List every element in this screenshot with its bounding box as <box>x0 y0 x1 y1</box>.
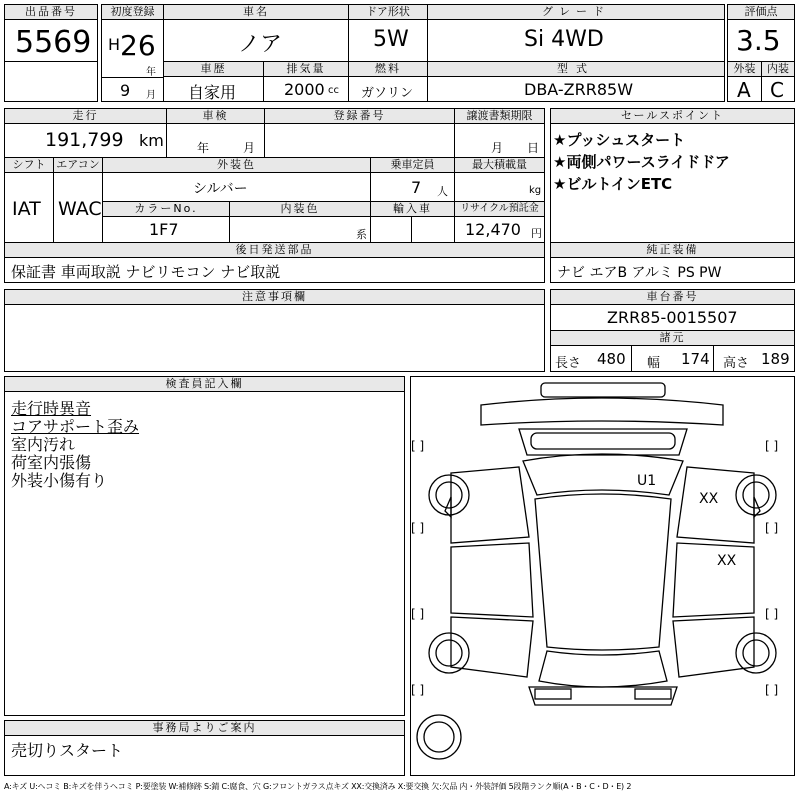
fuel-value: ガソリン <box>361 86 414 101</box>
legend-text: A:キズ U:ヘコミ B:キズを伴うヘコミ P:要塗装 W:補修跡 S:錆 C:腐食、穴 G:フロントガラス点キズ XX:交換済み X:要交換 欠:欠品 内・外装評価 5段階ランク順(A・B・C・D・E) 2 <box>4 782 632 791</box>
history-header: 車歴 <box>163 61 264 77</box>
import-header: 輸入車 <box>370 201 455 217</box>
shift-box <box>4 157 54 243</box>
score-value: 3.5 <box>736 24 781 57</box>
aircon-box <box>53 157 103 243</box>
lot-number-box <box>4 4 98 102</box>
width-label: 幅 <box>647 356 661 371</box>
transfer-docs-box <box>454 108 545 158</box>
year-value: 26 <box>120 29 156 62</box>
parts-later-header: 後日発送部品 <box>4 242 545 258</box>
model-code-value: DBA-ZRR85W <box>524 80 634 99</box>
dimensions-header: 諸元 <box>550 330 795 346</box>
inspector-note: 室内汚れ <box>11 435 76 454</box>
displacement-unit: cc <box>328 85 339 96</box>
inspector-note: コアサポート歪み <box>11 417 140 436</box>
inspection-box <box>166 108 265 158</box>
grade-header: グレード <box>427 4 725 20</box>
sales-point-item: ★ビルトインETC <box>553 175 673 193</box>
chassis-number-box <box>550 289 795 331</box>
model-code-box <box>427 61 725 102</box>
capacity-value: 7 <box>411 178 422 197</box>
bracket-mark: [ ] <box>765 683 779 697</box>
door-box <box>348 4 428 62</box>
transfer-month-unit: 月 <box>491 141 504 155</box>
capacity-box <box>370 157 455 202</box>
interior-grade-header: 内装 <box>761 61 795 77</box>
exterior-color-value: シルバー <box>193 181 248 197</box>
mileage-box <box>4 108 167 158</box>
sales-point-item: ★両側パワースライドドア <box>553 153 730 171</box>
interior-grade-box <box>761 61 795 102</box>
sales-point-header: セールスポイント <box>550 108 795 124</box>
displacement-box <box>263 61 349 102</box>
month-value: 9 <box>120 81 131 100</box>
model-code-header: 型式 <box>427 61 725 77</box>
recycle-unit: 円 <box>531 227 542 240</box>
height-label: 高さ <box>723 356 750 371</box>
exterior-color-box <box>102 157 371 202</box>
transfer-day-unit: 日 <box>527 141 540 155</box>
interior-color-box <box>229 201 371 243</box>
inspection-year-unit: 年 <box>197 141 210 155</box>
bracket-mark: [ ] <box>411 607 425 621</box>
recycle-header: リサイクル預託金 <box>454 201 545 217</box>
grade-value: Si 4WD <box>524 27 604 52</box>
bracket-mark: [ ] <box>411 439 425 453</box>
car-name-box <box>163 4 349 62</box>
history-value: 自家用 <box>188 83 237 102</box>
office-notice-box <box>4 720 405 776</box>
car-name-value: ノア <box>238 32 283 57</box>
aircon-value: WAC <box>58 198 102 220</box>
sales-point-item: ★プッシュスタート <box>553 131 686 149</box>
shift-value: IAT <box>12 198 41 220</box>
capacity-unit: 人 <box>437 185 448 198</box>
bracket-mark: [ ] <box>765 439 779 453</box>
displacement-header: 排気量 <box>263 61 349 77</box>
genuine-equipment-value: ナビ エアB アルミ PS PW <box>557 265 722 281</box>
bracket-mark: [ ] <box>411 521 425 535</box>
inspector-box <box>4 376 405 716</box>
max-load-unit: kg <box>529 185 542 196</box>
recycle-box <box>454 201 545 243</box>
fuel-header: 燃料 <box>348 61 428 77</box>
registration-number-header: 登録番号 <box>264 108 455 124</box>
bracket-mark: [ ] <box>411 683 425 697</box>
era-value: H <box>108 35 121 54</box>
genuine-equipment-header: 純正装備 <box>550 242 795 258</box>
chassis-number-value: ZRR85-0015507 <box>607 308 738 327</box>
interior-color-unit: 系 <box>356 228 367 241</box>
year-unit: 年 <box>146 67 156 78</box>
inspector-note: 外装小傷有り <box>11 471 108 490</box>
chassis-number-header: 車台番号 <box>550 289 795 305</box>
first-registration-box <box>101 4 164 102</box>
genuine-equipment-box <box>550 242 795 283</box>
shift-header: シフト <box>4 157 54 173</box>
notes-header: 注意事項欄 <box>4 289 545 305</box>
max-load-box <box>454 157 545 202</box>
grade-box <box>427 4 725 62</box>
parts-later-box <box>4 242 545 283</box>
month-unit: 月 <box>146 90 156 101</box>
color-number-header: カラーNo. <box>102 201 230 217</box>
exterior-grade-box <box>727 61 762 102</box>
exterior-color-header: 外装色 <box>102 157 371 173</box>
exterior-grade-value: A <box>737 78 751 102</box>
damage-mark-u1: U1 <box>637 473 657 489</box>
fuel-box <box>348 61 428 102</box>
dimensions-box <box>550 330 795 372</box>
damage-mark-xx: XX <box>717 553 737 569</box>
door-header: ドア形状 <box>348 4 428 20</box>
length-label: 長さ <box>555 356 582 371</box>
score-header: 評価点 <box>727 4 795 20</box>
parts-later-value: 保証書 車両取説 ナビリモコン ナビ取説 <box>11 263 281 281</box>
height-value: 189 <box>761 350 790 368</box>
length-value: 480 <box>597 350 626 368</box>
lot-number-value: 5569 <box>15 25 92 60</box>
lot-number-header: 出品番号 <box>4 4 98 20</box>
car-diagram-box <box>410 376 795 776</box>
damage-mark-xx: XX <box>699 491 719 507</box>
transfer-docs-header: 譲渡書類期限 <box>454 108 545 124</box>
max-load-header: 最大積載量 <box>454 157 545 173</box>
first-registration-header: 初度登録 <box>101 4 164 20</box>
bracket-mark: [ ] <box>765 607 779 621</box>
sales-point-box <box>550 108 795 243</box>
color-number-value: 1F7 <box>149 220 179 239</box>
history-box <box>163 61 264 102</box>
mileage-unit: km <box>139 131 164 150</box>
exterior-grade-header: 外装 <box>727 61 762 77</box>
inspection-header: 車検 <box>166 108 265 124</box>
mileage-value: 191,799 <box>45 129 124 151</box>
interior-color-header: 内装色 <box>229 201 371 217</box>
score-box <box>727 4 795 62</box>
office-notice-value: 売切りスタート <box>11 741 124 760</box>
width-value: 174 <box>681 350 710 368</box>
notes-box <box>4 289 545 372</box>
capacity-header: 乗車定員 <box>370 157 455 173</box>
office-notice-header: 事務局よりご案内 <box>4 720 405 736</box>
color-number-box <box>102 201 230 243</box>
import-box <box>370 201 455 243</box>
recycle-value: 12,470 <box>465 220 521 239</box>
displacement-value: 2000 <box>284 80 325 99</box>
inspector-header: 検査員記入欄 <box>4 376 405 392</box>
mileage-header: 走行 <box>4 108 167 124</box>
car-name-header: 車名 <box>163 4 349 20</box>
inspection-month-unit: 月 <box>243 141 256 155</box>
inspector-note: 走行時異音 <box>11 399 92 418</box>
bracket-mark: [ ] <box>765 521 779 535</box>
registration-number-box <box>264 108 455 158</box>
car-outline-diagram <box>411 377 794 775</box>
inspector-note: 荷室内張傷 <box>11 453 92 472</box>
interior-grade-value: C <box>770 78 784 102</box>
aircon-header: エアコン <box>53 157 103 173</box>
door-value: 5W <box>373 27 409 52</box>
